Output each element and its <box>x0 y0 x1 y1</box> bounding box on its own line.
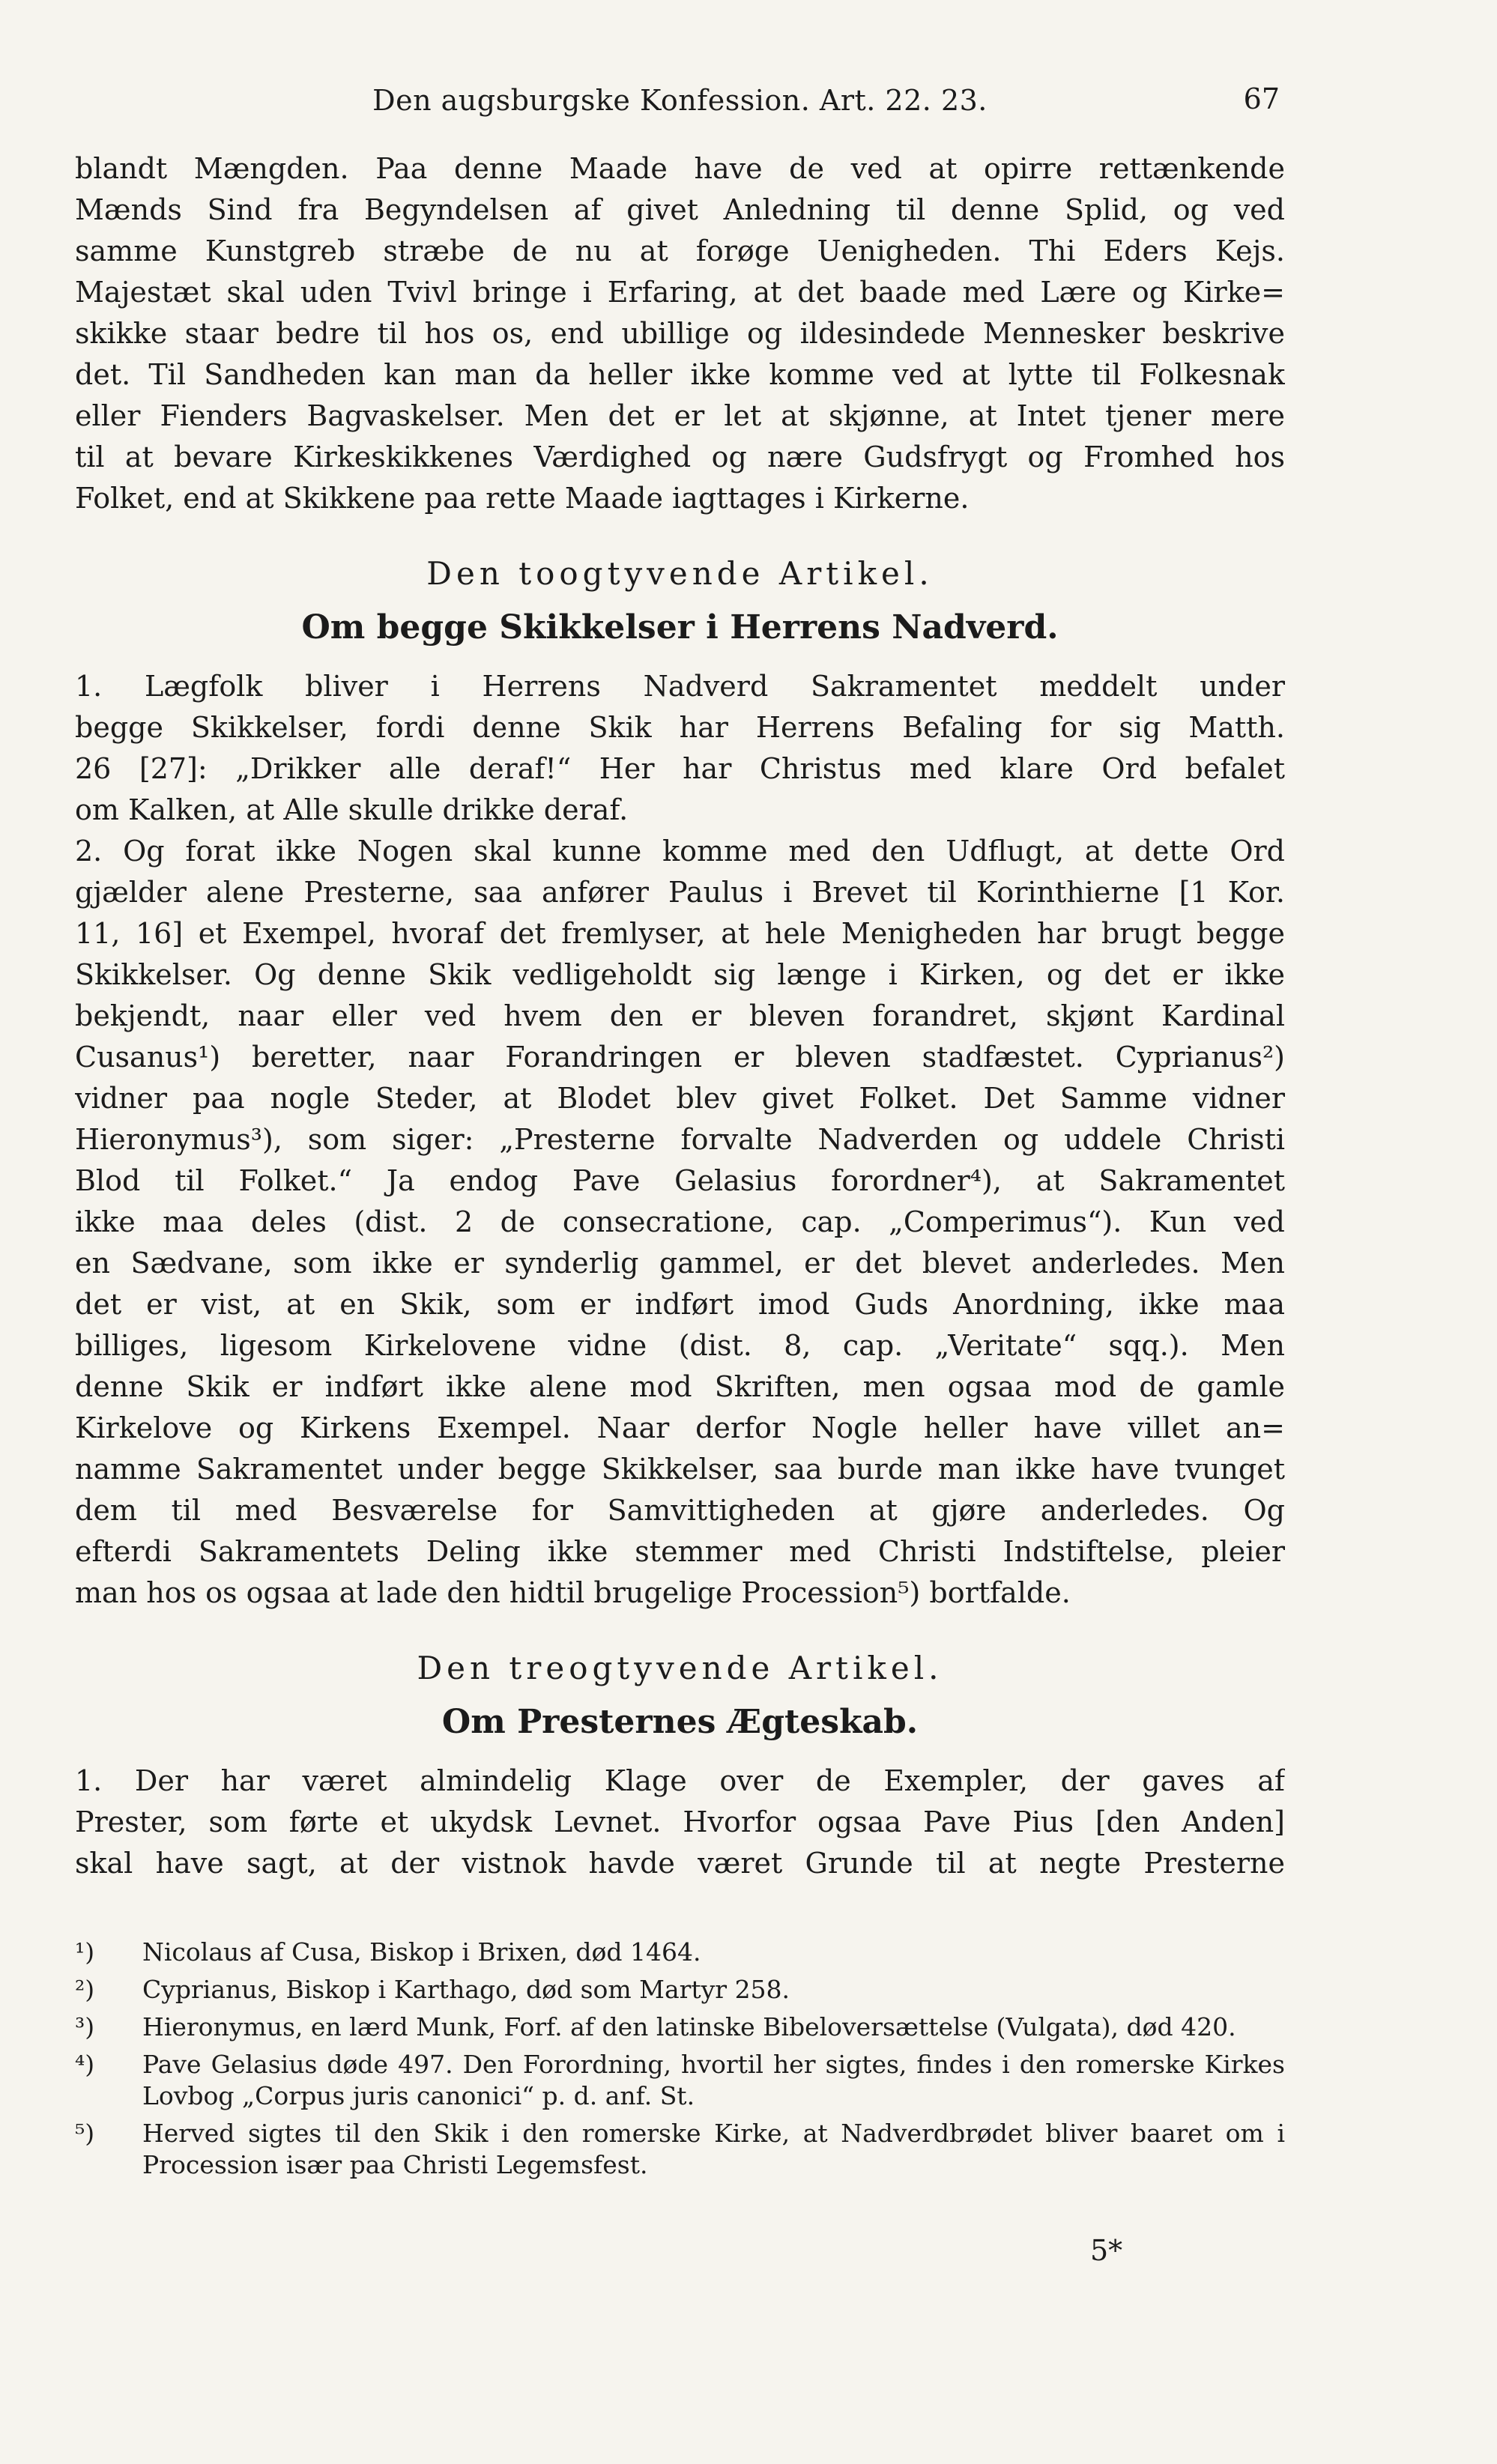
text-line: 11, 16] et Exempel, hvoraf det fremlyser, at hele Menigheden har brugt begge <box>75 917 1285 950</box>
text-line: denne Skik er indført ikke alene mod Skriften, men ogsaa mod de gamle <box>75 1370 1285 1403</box>
text-line: Majestæt skal uden Tvivl bringe i Erfaring, at det baade med Lære og Kirke= <box>75 276 1285 309</box>
text-line: eller Fienders Bagvaskelser. Men det er let at skjønne, at Intet tjener mere <box>75 399 1285 432</box>
footnote <box>75 2012 1285 2043</box>
footnote-text: Nicolaus af Cusa, Biskop i Brixen, død 1464. <box>142 1937 701 1967</box>
footnote-marker: ²) <box>75 1975 95 2004</box>
text-line: 1. Lægfolk bliver i Herrens Nadverd Sakramentet meddelt under <box>75 670 1285 703</box>
article-22-subtitle: Om begge Skikkelser i Herrens Nadverd. <box>301 608 1059 647</box>
footnote <box>75 1937 1285 1968</box>
running-header: Den augsburgske Konfession. Art. 22. 23. <box>372 84 988 117</box>
text-line: begge Skikkelser, fordi denne Skik har Herrens Befaling for sig Matth. <box>75 711 1285 744</box>
text-line: gjælder alene Presterne, saa anfører Paulus i Brevet til Korinthierne [1 Kor. <box>75 876 1285 909</box>
text-line: Kirkelove og Kirkens Exempel. Naar derfor Nogle heller have villet an= <box>75 1411 1285 1444</box>
text-line: efterdi Sakramentets Deling ikke stemmer med Christi Indstiftelse, pleier <box>75 1535 1285 1568</box>
text-line: skal have sagt, at der vistnok havde været Grunde til at negte Presterne <box>75 1847 1285 1880</box>
article-23-title: Den treogtyvende Artikel. <box>417 1650 943 1686</box>
text-line: 1. Der har været almindelig Klage over de Exempler, der gaves af <box>75 1764 1285 1797</box>
text-line: det er vist, at en Skik, som er indført imod Guds Anordning, ikke maa <box>75 1288 1285 1321</box>
paragraph <box>75 666 1285 831</box>
text-line: en Sædvane, som ikke er synderlig gammel, er det blevet anderledes. Men <box>75 1247 1285 1280</box>
footnote <box>75 2118 1285 2181</box>
footnote-text: Herved sigtes til den Skik i den romerske Kirke, at Nadverdbrødet bliver baaret om i Procession især paa Christi Legemsfest. <box>142 2119 1285 2179</box>
text-line: Prester, som førte et ukydsk Levnet. Hvorfor ogsaa Pave Pius [den Anden] <box>75 1805 1285 1838</box>
text-line: 2. Og forat ikke Nogen skal kunne komme med den Udflugt, at dette Ord <box>75 835 1285 868</box>
text-line: det. Til Sandheden kan man da heller ikke komme ved at lytte til Folkesnak <box>75 358 1285 391</box>
paragraph <box>75 831 1285 1614</box>
text-line: dem til med Besværelse for Samvittigheden at gjøre anderledes. Og <box>75 1494 1285 1527</box>
text-line: man hos os ogsaa at lade den hidtil brugelige Procession⁵) bortfalde. <box>75 1576 1071 1609</box>
footnote-marker: ¹) <box>75 1937 95 1967</box>
footnote <box>75 2049 1285 2112</box>
text-line: billiges, ligesom Kirkelovene vidne (dist. 8, cap. „Veritate“ sqq.). Men <box>75 1329 1285 1362</box>
main-text <box>75 148 1285 1884</box>
text-line: Blod til Folket.“ Ja endog Pave Gelasius forordner⁴), at Sakramentet <box>75 1164 1285 1197</box>
paragraph <box>75 1761 1285 1884</box>
footnote-text: Pave Gelasius døde 497. Den Forordning, hvortil her sigtes, findes i den romerske Kirkes Lovbog „Corpus juris canonici“ p. d. anf. St. <box>142 2050 1285 2110</box>
paragraph <box>75 148 1285 519</box>
footnote-marker: ³) <box>75 2012 95 2041</box>
footnote-text: Hieronymus, en lærd Munk, Forf. af den latinske Bibeloversættelse (Vulgata), død 420. <box>142 2012 1236 2041</box>
text-line: til at bevare Kirkeskikkenes Værdighed og nære Gudsfrygt og Fromhed hos <box>75 441 1285 473</box>
text-line: Mænds Sind fra Begyndelsen af givet Anledning til denne Splid, og ved <box>75 193 1285 226</box>
text-line: blandt Mængden. Paa denne Maade have de ved at opirre rettænkende <box>75 152 1285 185</box>
text-line: namme Sakramentet under begge Skikkelser, saa burde man ikke have tvunget <box>75 1453 1285 1486</box>
footnote <box>75 1974 1285 2006</box>
footnotes <box>75 1937 1285 2187</box>
text-line: Cusanus¹) beretter, naar Forandringen er bleven stadfæstet. Cyprianus²) <box>75 1041 1285 1074</box>
text-line: om Kalken, at Alle skulle drikke deraf. <box>75 793 629 826</box>
text-line: skikke staar bedre til hos os, end ubillige og ildesindede Mennesker beskrive <box>75 317 1285 350</box>
article-23-subtitle: Om Presternes Ægteskab. <box>441 1703 919 1741</box>
article-22-title: Den toogtyvende Artikel. <box>426 555 934 592</box>
text-line: Skikkelser. Og denne Skik vedligeholdt sig længe i Kirken, og det er ikke <box>75 958 1285 991</box>
text-line: ikke maa deles (dist. 2 de consecratione, cap. „Comperimus“). Kun ved <box>75 1205 1285 1238</box>
text-line: vidner paa nogle Steder, at Blodet blev givet Folket. Det Samme vidner <box>75 1082 1285 1115</box>
footnote-text: Cyprianus, Biskop i Karthago, død som Martyr 258. <box>142 1975 790 2004</box>
text-line: bekjendt, naar eller ved hvem den er bleven forandret, skjønt Kardinal <box>75 999 1285 1032</box>
footnote-marker: ⁵) <box>75 2119 95 2148</box>
page-number: 67 <box>1243 82 1280 115</box>
text-line: 26 [27]: „Drikker alle deraf!“ Her har Christus med klare Ord befalet <box>75 752 1285 785</box>
text-line: Hieronymus³), som siger: „Presterne forvalte Nadverden og uddele Christi <box>75 1123 1285 1156</box>
footnote-marker: ⁴) <box>75 2050 95 2079</box>
text-line: samme Kunstgreb stræbe de nu at forøge Uenigheden. Thi Eders Kejs. <box>75 234 1285 267</box>
text-line: Folket, end at Skikkene paa rette Maade iagttages i Kirkerne. <box>75 482 970 515</box>
signature-mark: 5* <box>1090 2234 1123 2267</box>
